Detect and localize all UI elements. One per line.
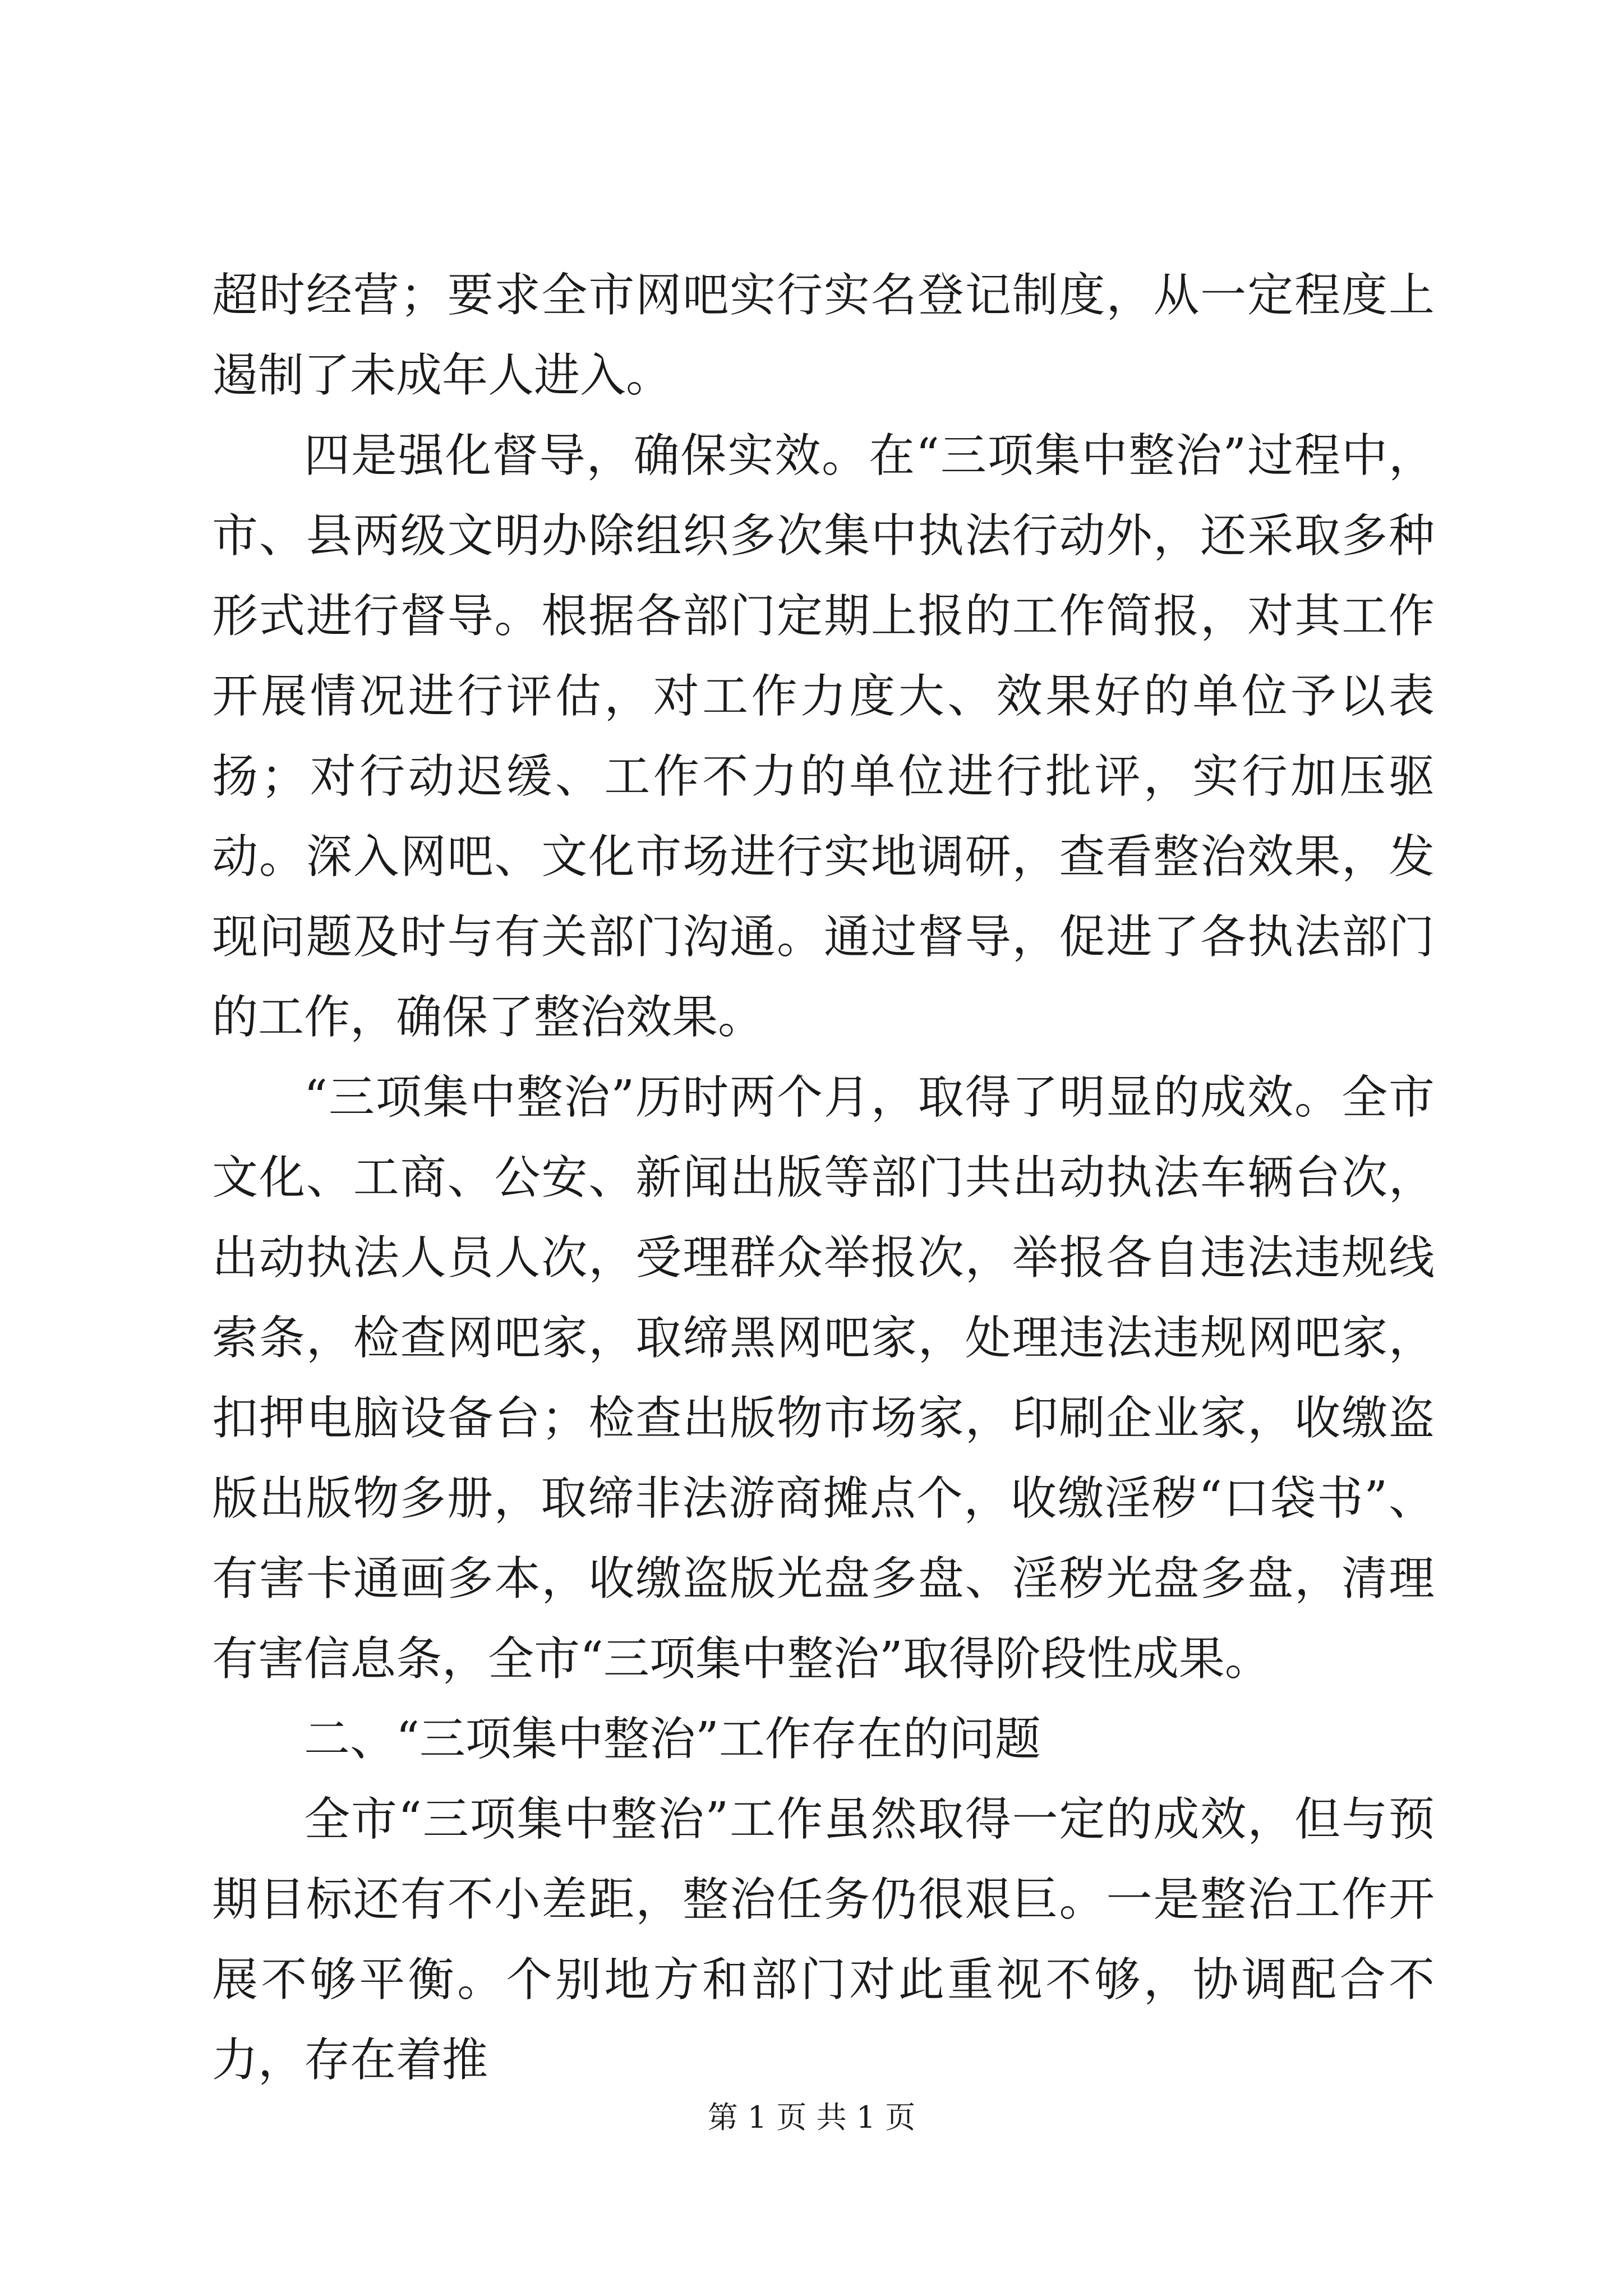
paragraph-results: “三项集中整治”历时两个月，取得了明显的成效。全市文化、工商、公安、新闻出版等部门共出动执法车辆台次，出动执法人员人次，受理群众举报次，举报各自违法违规线索条，检查网吧家，取缔黑网吧家，处理违法违规网吧家，扣押电脑设备台；检查出版物市场家，印刷企业家，收缴盗版出版物多册，取缔非法游商摊点个，收缴淫秽“口袋书”、有害卡通画多本，收缴盗版光盘多盘、淫秽光盘多盘，清理有害信息条，全市“三项集中整治”取得阶段性成果。 [212,1071,1435,1686]
paragraph-supervision: 四是强化督导，确保实效。在“三项集中整治”过程中，市、县两级文明办除组织多次集中执法行动外，还采取多种形式进行督导。根据各部门定期上报的工作简报，对其工作开展情况进行评估，对工作力度大、效果好的单位予以表扬；对行动迟缓、工作不力的单位进行批评，实行加压驱动。深入网吧、文化市场进行实地调研，查看整治效果，发现问题及时与有关部门沟通。通过督导，促进了各执法部门的工作，确保了整治效果。 [212,429,1435,1044]
paragraph-problems: 全市“三项集中整治”工作虽然取得一定的成效，但与预期目标还有不小差距，整治任务仍很艰巨。一是整治工作开展不够平衡。个别地方和部门对此重视不够，协调配合不力，存在着推 [212,1793,1435,2087]
paragraph-continuation: 超时经营；要求全市网吧实行实名登记制度，从一定程度上遏制了未成年人进入。 [212,269,1435,402]
page-footer: 第 1 页 共 1 页 [707,2100,916,2135]
section-heading-problems: 二、“三项集中整治”工作存在的问题 [304,1713,1041,1766]
document-body [212,255,1435,2100]
